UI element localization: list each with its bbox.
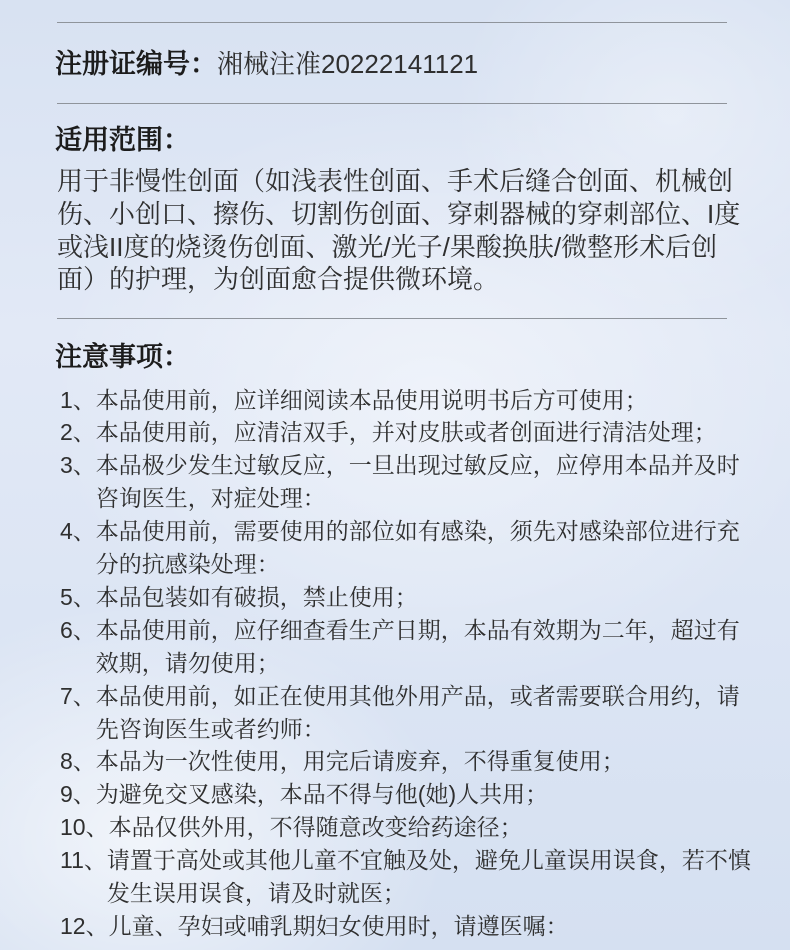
note-line: 先咨询医生或者约师： <box>95 715 326 742</box>
note-text <box>109 910 569 943</box>
registration-number: 湘械注准20222141121 <box>217 49 479 79</box>
scope-description <box>57 165 740 296</box>
note-text <box>96 515 740 581</box>
note-text <box>107 844 751 910</box>
note-line: 本品为一次性使用，用完后请废弃，不得重复使用； <box>95 748 625 775</box>
note-line: 本品使用前，应详细阅读本品使用说明书后方可使用； <box>95 386 648 413</box>
note-number: 9、 <box>60 781 96 808</box>
note-line: 本品包装如有破损，禁止使用； <box>95 583 418 610</box>
note-line: 儿童、孕妇或哺乳期妇女使用时，请遵医嘱： <box>108 913 569 939</box>
note-text <box>96 384 648 417</box>
note-item-6 <box>60 614 751 680</box>
note-item-12 <box>60 910 751 943</box>
notes-list <box>60 384 751 943</box>
note-item-8 <box>60 745 751 778</box>
notes-title: 注意事项： <box>55 342 190 372</box>
note-item-4 <box>60 515 751 581</box>
note-number: 10、 <box>60 814 109 841</box>
note-text <box>96 581 418 614</box>
note-line: 咨询医生，对症处理： <box>95 485 326 512</box>
note-line: 本品仅供外用，不得随意改变给药途径； <box>108 814 523 841</box>
note-line: 本品极少发生过敏反应，一旦出现过敏反应，应停用本品并及时 <box>95 452 740 479</box>
note-line: 本品使用前，需要使用的部位如有感染，须先对感染部位进行充 <box>95 518 740 545</box>
divider-scope <box>57 318 727 319</box>
note-number: 1、 <box>60 386 96 413</box>
note-number: 4、 <box>60 518 96 545</box>
registration-label: 注册证编号： <box>55 49 217 79</box>
note-item-2 <box>60 416 751 449</box>
note-number: 12、 <box>60 913 109 939</box>
note-line: 为避免交叉感染，本品不得与他(她)人共用； <box>95 781 549 808</box>
note-item-9 <box>60 778 751 811</box>
note-text <box>96 680 740 746</box>
note-line: 分的抗感染处理： <box>95 551 280 578</box>
note-text <box>96 449 740 515</box>
scope-line: 用于非慢性创面（如浅表性创面、手术后缝合创面、机械创 <box>57 166 734 196</box>
note-item-1 <box>60 384 751 417</box>
note-text <box>109 811 523 844</box>
scope-line: 面）的护理，为创面愈合提供微环境。 <box>57 264 500 295</box>
note-number: 8、 <box>60 748 96 775</box>
note-number: 3、 <box>60 452 96 479</box>
note-line: 请置于高处或其他儿童不宜触及处，避免儿童误用误食，若不慎 <box>106 847 751 874</box>
note-item-11 <box>60 844 751 910</box>
note-line: 本品使用前，如正在使用其他外用产品，或者需要联合用约，请 <box>95 682 740 709</box>
note-number: 7、 <box>60 682 96 709</box>
divider-registration <box>57 103 727 104</box>
note-number: 11、 <box>60 847 107 874</box>
note-text <box>96 745 625 778</box>
note-number: 6、 <box>60 616 96 643</box>
divider-top <box>57 22 727 23</box>
scope-line: 或浅II度的烧烫伤创面、激光/光子/果酸换肤/微整形术后创 <box>57 231 718 262</box>
note-line: 本品使用前，应仔细查看生产日期，本品有效期为二年，超过有 <box>95 616 740 643</box>
note-line: 发生误用误食，请及时就医； <box>106 880 406 907</box>
note-number: 2、 <box>60 419 96 446</box>
note-line: 效期，请勿使用； <box>95 649 280 676</box>
note-text <box>96 614 740 680</box>
note-number: 5、 <box>60 583 96 610</box>
scope-line: 伤、小创口、擦伤、切割伤创面、穿刺器械的穿刺部位、I度 <box>57 198 741 229</box>
scope-title: 适用范围： <box>55 125 190 155</box>
note-line: 本品使用前，应清洁双手，并对皮肤或者创面进行清洁处理； <box>95 419 717 446</box>
note-text <box>96 778 548 811</box>
note-item-3 <box>60 449 751 515</box>
note-item-7 <box>60 680 751 746</box>
note-item-10 <box>60 811 751 844</box>
note-text <box>96 416 717 449</box>
registration-row <box>55 44 478 84</box>
note-item-5 <box>60 581 751 614</box>
